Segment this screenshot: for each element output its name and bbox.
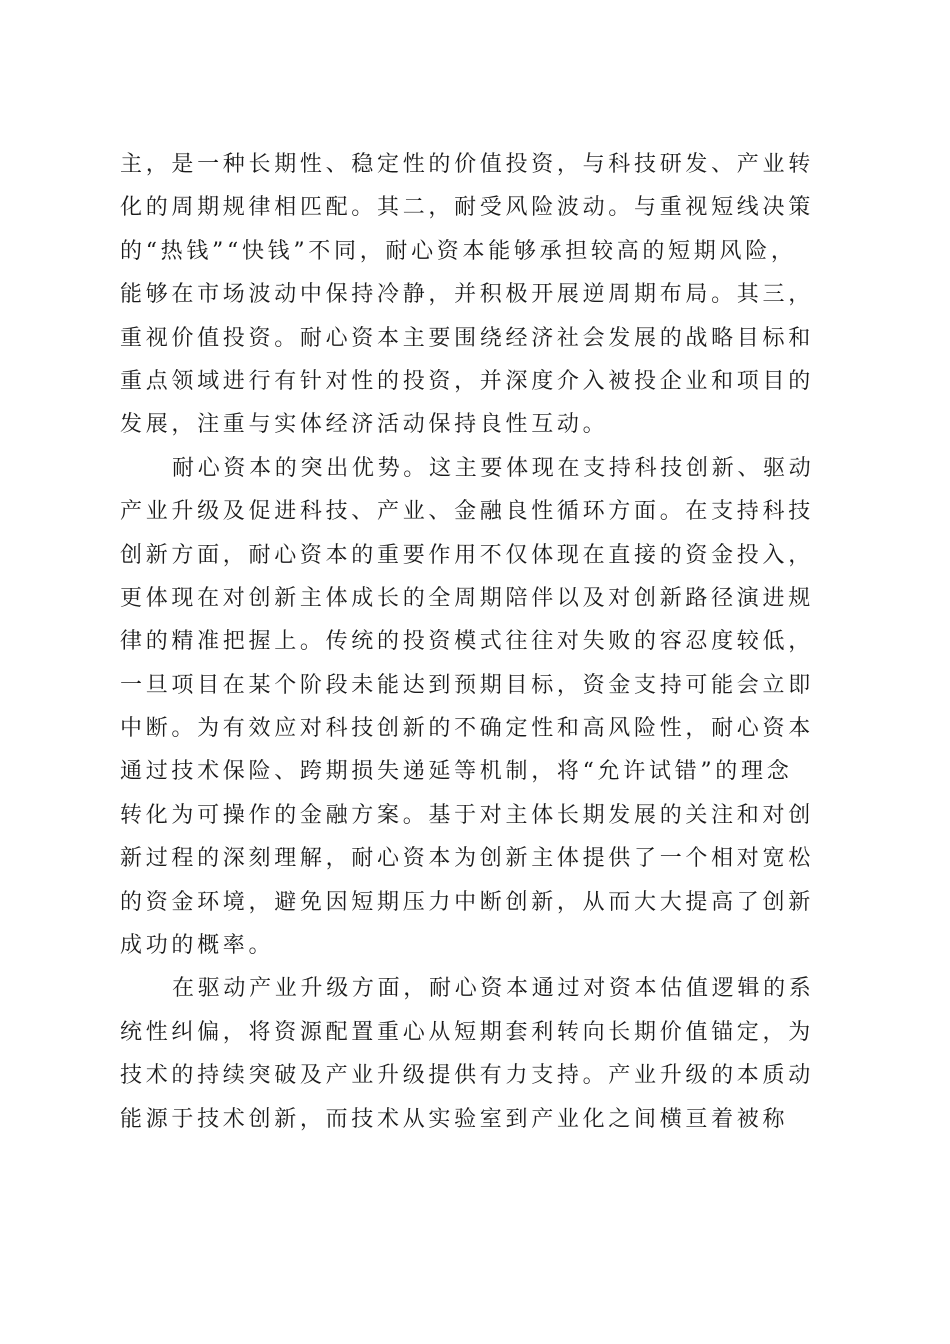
paragraph [120,143,832,447]
text-line: 通过技术保险、跨期损失递延等机制，将“允许试错”的理念 [120,759,793,785]
text-line: 中断。为有效应对科技创新的不确定性和高风险性，耐心资本 [120,716,814,742]
paragraph [120,447,832,968]
text-line: 更体现在对创新主体成长的全周期陪伴以及对创新路径演进规 [120,585,814,611]
text-line: 发展，注重与实体经济活动保持良性互动。 [120,412,609,438]
text-line: 能够在市场波动中保持冷静，并积极开展逆周期布局。其三， [120,282,814,308]
text-line: 技术的持续突破及产业升级提供有力支持。产业升级的本质动 [120,1063,814,1089]
text-line-first: 耐心资本的突出优势。这主要体现在支持科技创新、驱动 [172,455,815,481]
text-line: 产业升级及促进科技、产业、金融良性循环方面。在支持科技 [120,499,814,525]
text-line: 重点领域进行有针对性的投资，并深度介入被投企业和项目的 [120,368,814,394]
text-line: 主，是一种长期性、稳定性的价值投资，与科技研发、产业转 [120,152,814,177]
body-text [120,143,832,1141]
text-line: 重视价值投资。耐心资本主要围绕经济社会发展的战略目标和 [120,325,814,351]
text-line: 转化为可操作的金融方案。基于对主体长期发展的关注和对创 [120,802,814,828]
text-line: 的资金环境，避免因短期压力中断创新，从而大大提高了创新 [120,889,814,915]
text-line: 创新方面，耐心资本的重要作用不仅体现在直接的资金投入， [120,542,814,568]
text-line: 律的精准把握上。传统的投资模式往往对失败的容忍度较低， [120,629,814,655]
text-line: 化的周期规律相匹配。其二，耐受风险波动。与重视短线决策 [120,195,814,221]
text-line: 能源于技术创新，而技术从实验室到产业化之间横亘着被称 [120,1106,789,1132]
text-line: 统性纠偏，将资源配置重心从短期套利转向长期价值锚定，为 [120,1019,814,1045]
text-line-first: 在驱动产业升级方面，耐心资本通过对资本估值逻辑的系 [172,976,815,1002]
paragraph [120,967,832,1141]
text-line: 新过程的深刻理解，耐心资本为创新主体提供了一个相对宽松 [120,846,814,872]
text-line: 成功的概率。 [120,933,275,959]
text-line: 的“热钱”“快钱”不同，耐心资本能够承担较高的短期风险， [120,238,797,264]
text-line: 一旦项目在某个阶段未能达到预期目标，资金支持可能会立即 [120,672,814,698]
